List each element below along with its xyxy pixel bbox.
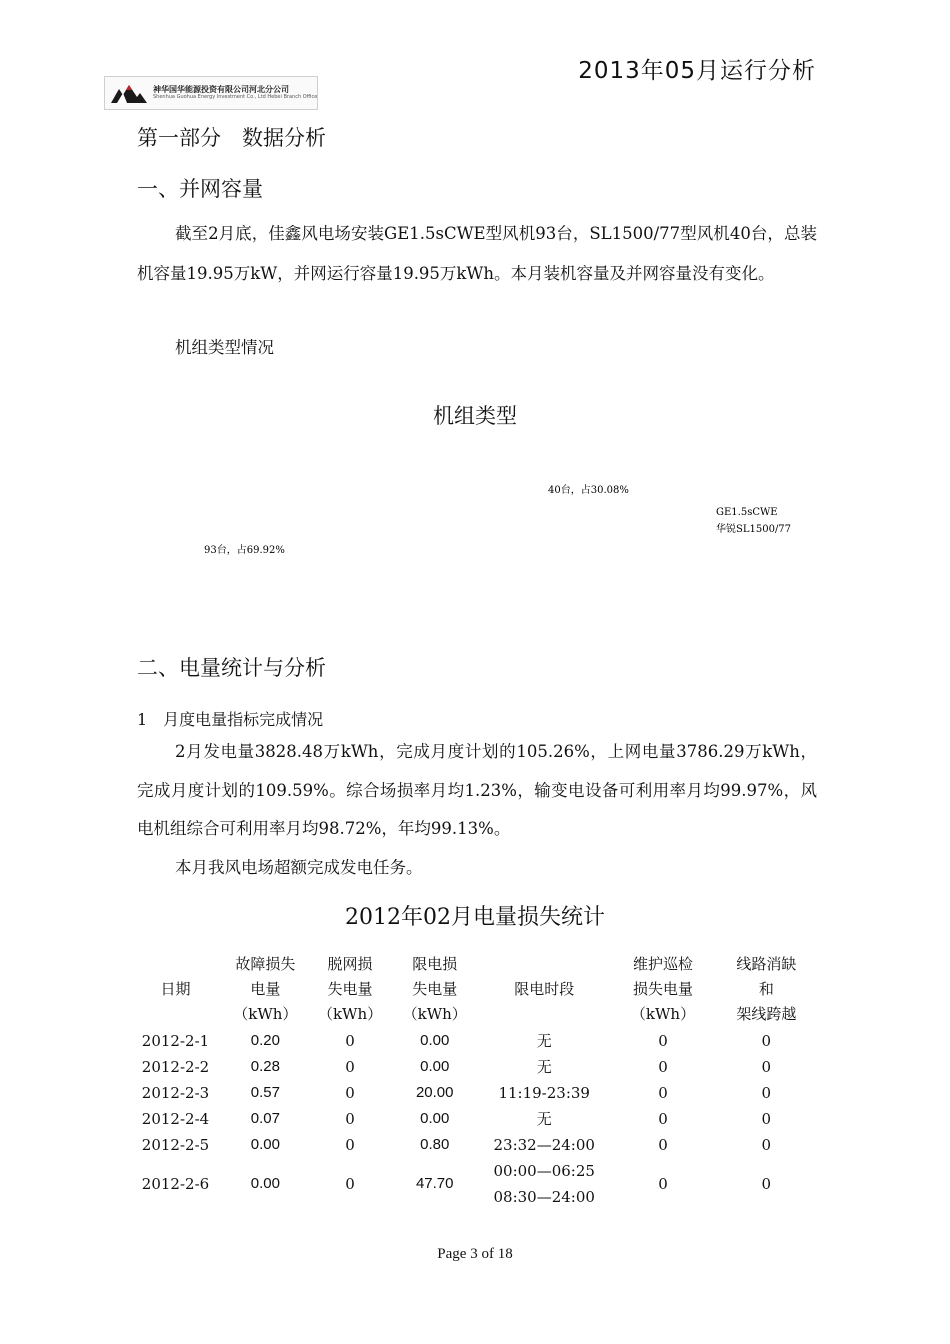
table-cell-line: 0.80 xyxy=(420,1136,450,1153)
table-cell-line: 2012-2-1 xyxy=(141,1032,210,1050)
table-cell xyxy=(223,1106,308,1132)
table-header-line: 线路消缺 xyxy=(736,954,797,973)
table-header-line: 限电损 xyxy=(412,954,458,973)
logo-company-name-en: Shenhua Guohua Energy Investment Co., Ltd Hebei Branch Office xyxy=(153,93,318,100)
table-cell-line: 0.20 xyxy=(250,1032,280,1049)
table-cell-line: 0.57 xyxy=(250,1084,280,1101)
table-cell xyxy=(223,1054,308,1080)
table-cell-line: 0 xyxy=(345,1136,355,1154)
table-cell-line: 无 xyxy=(536,1110,552,1128)
table-cell xyxy=(308,1106,393,1132)
table-cell xyxy=(308,1080,393,1106)
table-cell xyxy=(128,1132,223,1158)
table-cell-line: 20.00 xyxy=(415,1084,454,1101)
table-cell xyxy=(715,1106,818,1132)
section2-sub1-title: 1 月度电量指标完成情况 xyxy=(137,710,324,729)
table-cell xyxy=(392,1080,477,1106)
table-header-line: 和 xyxy=(758,979,774,998)
table-cell-line: 0 xyxy=(658,1032,668,1050)
table-cell-line: 0.28 xyxy=(250,1058,280,1075)
table-cell xyxy=(128,1106,223,1132)
table-cell xyxy=(223,1132,308,1158)
table-cell xyxy=(611,1028,714,1054)
table-cell-line: 0 xyxy=(658,1058,668,1076)
table-cell xyxy=(392,1054,477,1080)
table-cell xyxy=(611,1054,714,1080)
legend-entry-ge: GE1.5sCWE xyxy=(716,507,778,518)
table-header-line: 架线跨越 xyxy=(736,1004,797,1023)
table-cell xyxy=(477,1132,611,1158)
table-cell-line: 2012-2-4 xyxy=(141,1110,210,1128)
table-cell xyxy=(611,1158,714,1210)
table-cell-line: 无 xyxy=(536,1032,552,1050)
loss-statistics-table xyxy=(128,950,818,1210)
table-cell xyxy=(223,1080,308,1106)
table-cell xyxy=(477,1054,611,1080)
table-header-line: 故障损失 xyxy=(235,954,296,973)
table-header-line: 电量 xyxy=(250,979,281,998)
section1-title: 一、并网容量 xyxy=(137,177,263,201)
table-cell xyxy=(308,1028,393,1054)
logo-mountain-icon xyxy=(109,81,149,105)
table-header-cell xyxy=(392,950,477,1028)
table-cell xyxy=(392,1158,477,1210)
table-cell-line: 0 xyxy=(345,1032,355,1050)
table-cell-line: 0.00 xyxy=(250,1175,280,1192)
part-title: 第一部分 数据分析 xyxy=(137,126,326,150)
table-cell xyxy=(477,1106,611,1132)
table-cell-line: 0 xyxy=(658,1136,668,1154)
table-cell-line: 0 xyxy=(658,1110,668,1128)
table-cell-line: 0.00 xyxy=(420,1110,450,1127)
table-header-cell xyxy=(715,950,818,1028)
table-row xyxy=(128,1028,818,1054)
table-cell xyxy=(308,1054,393,1080)
table-header-line: 失电量 xyxy=(412,979,458,998)
table-header-line: （kWh） xyxy=(402,1004,467,1023)
table-cell xyxy=(477,1158,611,1210)
table-header-line: （kWh） xyxy=(233,1004,298,1023)
table-cell xyxy=(308,1132,393,1158)
table-cell xyxy=(611,1132,714,1158)
table-header-line: 损失电量 xyxy=(632,979,693,998)
table-cell xyxy=(715,1054,818,1080)
table-cell-line: 2012-2-3 xyxy=(141,1084,210,1102)
table-header-cell xyxy=(308,950,393,1028)
table-cell xyxy=(715,1132,818,1158)
table-cell xyxy=(223,1028,308,1054)
table-cell xyxy=(392,1028,477,1054)
table-cell xyxy=(715,1028,818,1054)
table-row xyxy=(128,1054,818,1080)
table-row xyxy=(128,1080,818,1106)
table-row xyxy=(128,1132,818,1158)
table-cell-line: 0 xyxy=(658,1084,668,1102)
section1-subheading: 机组类型情况 xyxy=(175,338,274,357)
section2-paragraph2: 本月我风电场超额完成发电任务。 xyxy=(175,858,423,877)
table-header-cell xyxy=(128,950,223,1028)
legend-entry-sl: 华锐SL1500/77 xyxy=(716,524,792,535)
table-cell-line: 11:19-23:39 xyxy=(498,1084,590,1102)
table-cell-line: 0 xyxy=(761,1136,772,1154)
table-cell-line: 0 xyxy=(761,1110,772,1128)
section2-paragraph1: 2月发电量3828.48万kWh，完成月度计划的105.26%，上网电量3786.29万kWh，完成月度计划的109.59%。综合场损率月均1.23%，输变电设备可利用率月均99.97%，风电机组综合可利用率月均98.72%，年均99.13%。 xyxy=(137,742,817,838)
table-cell-line: 0 xyxy=(761,1032,772,1050)
table-cell-line: 0 xyxy=(345,1110,355,1128)
table-cell-line: 0 xyxy=(658,1175,668,1193)
table-header-line: 维护巡检 xyxy=(632,954,693,973)
table-cell-line: 0 xyxy=(345,1175,355,1193)
table-cell xyxy=(392,1106,477,1132)
table-cell-line: 0 xyxy=(345,1058,355,1076)
table-cell xyxy=(392,1132,477,1158)
table-cell xyxy=(128,1028,223,1054)
section1-paragraph: 截至2月底，佳鑫风电场安装GE1.5sCWE型风机93台，SL1500/77型风机40台，总装机容量19.95万kW，并网运行容量19.95万kWh。本月装机容量及并网容量没有变化。 xyxy=(137,224,817,283)
table-cell-line: 23:32—24:00 xyxy=(493,1136,595,1154)
table-cell-line: 08:30—24:00 xyxy=(493,1188,595,1206)
table-cell xyxy=(611,1106,714,1132)
table-cell xyxy=(477,1080,611,1106)
page-footer: Page 3 of 18 xyxy=(437,1246,513,1262)
table-header-row xyxy=(128,950,818,1028)
table-cell xyxy=(477,1028,611,1054)
table-cell xyxy=(223,1158,308,1210)
logo-company-name: 神华国华能源投资有限公司河北分公司 xyxy=(153,84,289,94)
table-cell-line: 47.70 xyxy=(415,1175,454,1192)
table-header-line: 限电时段 xyxy=(514,979,575,998)
table-row xyxy=(128,1158,818,1210)
chart-title: 机组类型 xyxy=(433,404,517,428)
table-cell xyxy=(715,1158,818,1210)
table-header-line: 脱网损 xyxy=(327,954,373,973)
table-cell xyxy=(715,1080,818,1106)
table-cell-line: 0 xyxy=(761,1175,772,1193)
table-header-cell xyxy=(223,950,308,1028)
company-logo xyxy=(104,76,318,110)
table-cell xyxy=(611,1080,714,1106)
table-cell-line: 2012-2-2 xyxy=(141,1058,210,1076)
table-header-line: 日期 xyxy=(160,979,191,998)
table-cell-line: 00:00—06:25 xyxy=(493,1162,595,1180)
table-cell-line: 无 xyxy=(536,1058,552,1076)
table-header-line: 失电量 xyxy=(327,979,373,998)
unit-type-pie-chart xyxy=(0,440,950,620)
table-cell-line: 0.00 xyxy=(420,1058,450,1075)
pie-data-label-sl: 40台，占30.08% xyxy=(548,485,629,496)
table-row xyxy=(128,1106,818,1132)
table-cell-line: 0.00 xyxy=(250,1136,280,1153)
table-cell xyxy=(128,1054,223,1080)
table-cell xyxy=(308,1158,393,1210)
section2-title: 二、电量统计与分析 xyxy=(137,656,326,680)
report-title: 2013年05月运行分析 xyxy=(578,58,816,84)
table-cell xyxy=(128,1080,223,1106)
table-header-line: （kWh） xyxy=(317,1004,383,1023)
table-cell-line: 0.00 xyxy=(420,1032,450,1049)
table-body xyxy=(128,1028,818,1210)
loss-table-title: 2012年02月电量损失统计 xyxy=(345,905,605,930)
table-header-cell xyxy=(611,950,714,1028)
table-header-cell xyxy=(477,950,611,1028)
table-header-line: （kWh） xyxy=(630,1004,696,1023)
table-cell-line: 0 xyxy=(761,1084,772,1102)
table-cell-line: 2012-2-5 xyxy=(141,1136,210,1154)
table-cell-line: 0 xyxy=(761,1058,772,1076)
pie-data-label-ge: 93台，占69.92% xyxy=(204,545,285,556)
table-cell-line: 2012-2-6 xyxy=(141,1175,210,1193)
table-cell-line: 0.07 xyxy=(250,1110,280,1127)
table-cell-line: 0 xyxy=(345,1084,355,1102)
table-cell xyxy=(128,1158,223,1210)
